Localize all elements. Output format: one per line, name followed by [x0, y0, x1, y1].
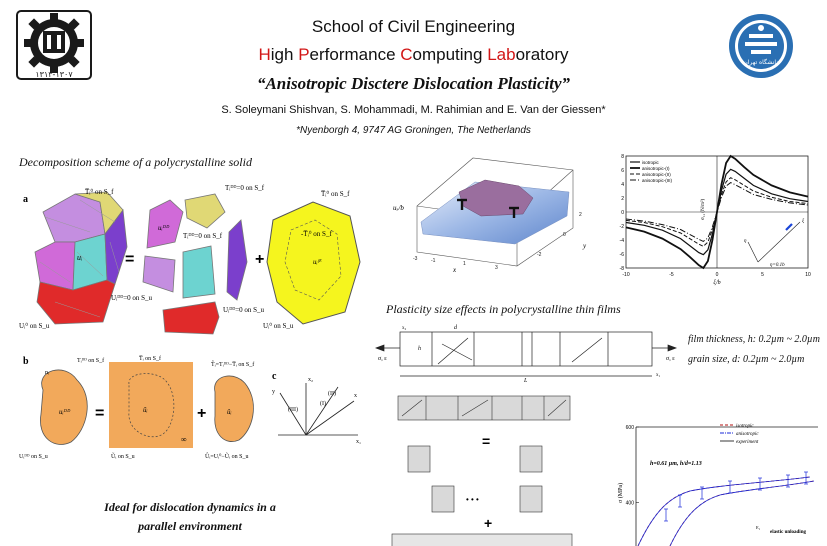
uu2-label: Uᵢ⁰ on S_u — [263, 322, 294, 330]
y-tick-label: 4 — [621, 182, 624, 188]
y-tick-label: 2 — [621, 196, 624, 202]
caption-line-1: Ideal for dislocation dynamics in a — [104, 500, 276, 514]
b-udd-su-label: Uᵢᴰᴰ on S_u — [19, 454, 48, 460]
b-udd-label: uᵢᴰᴰ — [59, 408, 71, 416]
equals-a: = — [125, 251, 135, 268]
surface-xlabel: x — [453, 266, 457, 274]
roman-2: (II) — [328, 391, 336, 397]
film-thickness-note: film thickness, h: 0.2µm ~ 2.0µm — [688, 334, 820, 345]
c-x-label: x — [354, 393, 357, 399]
lab-name-part: H — [258, 45, 271, 64]
strip-x2: x₂ — [402, 326, 407, 331]
x-tick-label: 0 — [715, 272, 719, 278]
strip-L: L — [524, 378, 528, 384]
legend-entry: anisotropic-(I) — [642, 166, 670, 171]
poster-title: “Anisotropic Disctere Dislocation Plasticity” — [256, 74, 571, 93]
inset-eta: η — [744, 239, 747, 244]
b-ni-label: nᵢ — [45, 370, 49, 376]
ss-note: elastic unloading — [770, 530, 806, 535]
thin-film-decomposition-diagram — [372, 388, 607, 546]
surface-zlabel: uₓ/b — [393, 204, 404, 212]
ss-ylabel: σ (MPa) — [618, 482, 624, 503]
b-uhat-label: ûᵢ — [227, 408, 232, 416]
ss-legend-entry: experiment — [736, 440, 759, 445]
authors: S. Soleymani Shishvan, S. Mohammadi, M. Rahimian and E. Van der Giessen* — [221, 104, 606, 116]
b-tt-label: T̂ᵢ=Tᵢᴰᴰ−T̅ᵢ on S_f — [211, 362, 255, 368]
thin-films-heading: Plasticity size effects in polycrystalline thin films — [386, 302, 621, 316]
roman-3: (III) — [288, 407, 298, 413]
inset-xi: ξ — [802, 219, 805, 224]
caption-line-2: parallel environment — [138, 519, 242, 533]
university-gear-emblem-logo — [15, 9, 93, 81]
thin-film-strip-diagram — [372, 320, 677, 382]
y-tick-label: -4 — [619, 238, 624, 244]
lab-name-part: omputing — [412, 45, 488, 64]
strip-sigma-right: σ, ε — [666, 356, 675, 362]
legend-entry: anisotropic-(II) — [642, 172, 671, 177]
surface-ytick: 0 — [563, 232, 566, 238]
ellipsis-strip: • • • — [466, 495, 479, 504]
affiliation: *Nyenborgh 4, 9747 AG Groningen, The Netherlands — [296, 125, 531, 136]
c-x2-label: x₂ — [308, 377, 314, 383]
lab-name-part: oratory — [515, 45, 569, 64]
crystal-axes-figure-c — [268, 365, 368, 445]
ss-ea: E₁ — [756, 525, 761, 530]
tfb-label: T̅ᵢ⁰ on S_f — [321, 190, 350, 198]
ss-legend-entry: anisotropic — [736, 432, 759, 437]
tneg-label: -T̅ᵢ⁰ on S_f — [301, 230, 332, 238]
surface-xtick: -3 — [413, 256, 418, 262]
lab-name — [0, 45, 827, 65]
surface-xtick: 1 — [463, 261, 466, 267]
left-logo-text: ١٣٠٧-١٣١٣ — [35, 70, 73, 79]
c-x1-label: x₁ — [356, 439, 362, 445]
y-tick-label: 0 — [621, 210, 624, 216]
strip-d: d — [454, 325, 457, 331]
ss-ytick-label: 600 — [625, 425, 634, 431]
fig-b-label: b — [23, 356, 29, 367]
strip-sigma-left: σ, ε — [378, 356, 387, 362]
ss-ytick-label: 400 — [625, 500, 634, 507]
lab-name-part: erformance — [309, 45, 401, 64]
surface-ytick: -2 — [537, 252, 542, 258]
b-ui-label: ũᵢ — [143, 406, 148, 414]
x-tick-label: -5 — [669, 272, 674, 278]
equals-strip: = — [482, 433, 491, 449]
b-ui-su-label: Ũᵢ on S_u — [111, 454, 135, 460]
legend-entry: isotropic — [642, 160, 659, 165]
ss-anisotropic-curve — [638, 477, 810, 546]
surface-ytick: 2 — [579, 212, 582, 218]
roman-1: (I) — [320, 401, 326, 407]
b-uhat-su-label: Ûᵢ=Uᵢ⁰−Ũᵢ on S_u — [205, 454, 249, 460]
decomposition-figure-a — [15, 172, 370, 347]
lab-name-part: Lab — [487, 45, 516, 64]
lab-name-part: P — [298, 45, 310, 64]
decomposition-heading: Decomposition scheme of a polycrystalline solid — [19, 155, 252, 169]
x-tick-label: -10 — [622, 272, 630, 278]
udd-a-label: uᵢᴰᴰ — [158, 224, 170, 232]
ss-annotation: h=0.61 µm, h/d=1.13 — [650, 461, 702, 467]
surface-ylabel: y — [583, 242, 587, 250]
x-tick-label: 5 — [761, 272, 764, 278]
y-tick-label: -6 — [619, 252, 624, 258]
inset-annotation: η=0.1b — [770, 263, 785, 268]
tdd1-label: Tᵢᴰᴰ=0 on S_f — [225, 184, 265, 192]
y-tick-label: -2 — [619, 224, 624, 230]
b-infinity-label: ∞ — [181, 435, 187, 444]
b-ti-label: T̅ᵢ on S_f — [139, 356, 161, 362]
ufe-label: uᵢᶠᴱ — [313, 258, 322, 266]
displacement-surface-plot — [387, 148, 602, 278]
stress-strain-plot — [610, 415, 822, 546]
surface-xtick: 3 — [495, 265, 498, 271]
tf-label: T̅ᵢ⁰ on S_f — [85, 188, 114, 196]
equals-b: = — [95, 405, 105, 422]
strip-x1: x₁ — [656, 373, 661, 378]
grain-size-note: grain size, d: 0.2µm ~ 2.0µm — [688, 354, 805, 365]
y-tick-label: -8 — [619, 266, 624, 272]
y-tick-label: 6 — [621, 168, 624, 174]
udd-b2-label: Uᵢᴰᴰ=0 on S_u — [223, 306, 265, 314]
school-name: School of Civil Engineering — [311, 17, 516, 36]
x-axis-label: ξ/b — [713, 280, 721, 286]
b-tdd-label: Tᵢᴰᴰ on S_f — [77, 358, 105, 364]
strip-h: h — [418, 346, 421, 352]
lab-name-part: igh — [270, 45, 299, 64]
udd-b-label: Uᵢᴰᴰ=0 on S_u — [111, 294, 153, 302]
ss-isotropic-curve — [638, 477, 810, 546]
right-logo-text: دانشگاه تهران — [743, 59, 779, 66]
tdd2-label: Tᵢᴰᴰ=0 on S_f — [183, 232, 223, 240]
lab-name-part: C — [400, 45, 413, 64]
u1-label: uᵢ — [77, 253, 83, 262]
university-of-tehran-seal-logo — [727, 12, 795, 80]
plus-a: + — [255, 251, 265, 268]
x-tick-label: 10 — [805, 272, 811, 278]
y-axis-label: σ₁₂ (N/m²) — [701, 198, 706, 220]
decomposition-figure-b — [15, 350, 265, 465]
c-y-label: y — [272, 389, 275, 395]
shear-stress-line-chart — [608, 150, 818, 285]
fig-a-label: a — [23, 194, 28, 205]
plus-strip: + — [484, 515, 493, 531]
uu-label: Uᵢ⁰ on S_u — [19, 322, 50, 330]
ss-legend-entry: isotropic — [736, 424, 754, 429]
legend-entry: anisotropic-(III) — [642, 178, 673, 183]
y-tick-label: 8 — [621, 154, 624, 160]
fig-c-label: c — [272, 371, 277, 382]
surface-xtick: -1 — [431, 258, 436, 264]
plus-b: + — [197, 405, 207, 422]
